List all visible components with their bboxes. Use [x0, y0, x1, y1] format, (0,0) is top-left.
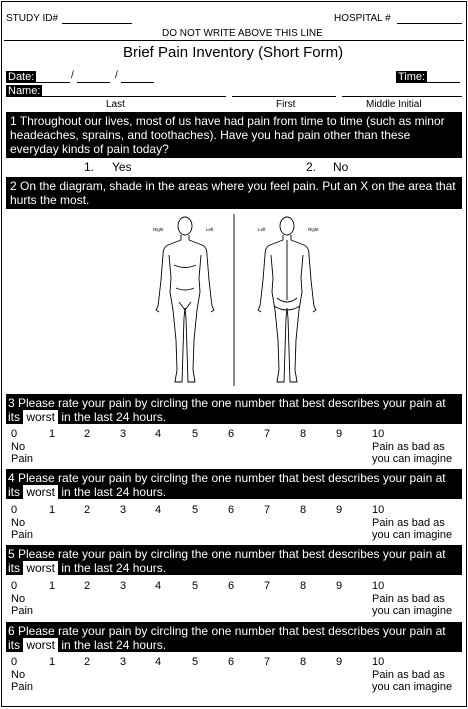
scale-number-9[interactable]: 9: [336, 656, 343, 668]
anchor-line: Pain as bad as: [372, 593, 445, 605]
back-left-label: Left: [258, 227, 266, 232]
anchor-line: Pain: [11, 681, 34, 693]
date-sep: /: [115, 70, 118, 81]
question-1-text: 1 Throughout our lives, most of us have had pain from time to time (such as minor headeaches, sprains, and toothaches). Have you had pain other than these everyday kinds of pain today?: [6, 112, 462, 158]
name-label: Name:: [8, 85, 41, 97]
question-text: 5 Please rate your pain by circling the one number that best describes your pain at its: [8, 547, 446, 575]
scale-number-5[interactable]: 5: [192, 656, 199, 668]
scale-number-2[interactable]: 2: [84, 580, 91, 592]
scale-number-9[interactable]: 9: [336, 504, 343, 516]
question-text: 6 Please rate your pain by circling the one number that best describes your pain at its: [8, 624, 446, 652]
scale-number-3[interactable]: 3: [120, 656, 127, 668]
scale-high-anchor: [372, 441, 452, 465]
scale-number-7[interactable]: 7: [264, 580, 271, 592]
scale-number-5[interactable]: 5: [192, 428, 199, 440]
scale-number-10[interactable]: 10: [372, 504, 385, 516]
first-name-field[interactable]: [232, 96, 336, 97]
date-day-field[interactable]: [77, 82, 110, 83]
pain-scale-6: [2, 656, 468, 696]
scale-high-anchor: [372, 593, 452, 617]
middle-initial-caption: Middle Initial: [366, 99, 422, 110]
scale-number-7[interactable]: 7: [264, 428, 271, 440]
scale-number-5[interactable]: 5: [192, 504, 199, 516]
highlight-word: worst: [23, 410, 58, 424]
scale-number-8[interactable]: 8: [300, 656, 307, 668]
option-number: 1.: [84, 160, 95, 174]
hospital-label: HOSPITAL #: [334, 13, 391, 24]
question-text: 3 Please rate your pain by circling the one number that best describes your pain at its: [8, 396, 446, 424]
anchor-line: No: [11, 669, 26, 681]
brief-pain-inventory-form: [1, 1, 467, 707]
scale-number-6[interactable]: 6: [228, 504, 235, 516]
question-text: in the last 24 hours.: [61, 561, 167, 575]
scale-number-6[interactable]: 6: [228, 580, 235, 592]
study-id-field[interactable]: [62, 23, 132, 24]
scale-number-6[interactable]: 6: [228, 656, 235, 668]
scale-number-2[interactable]: 2: [84, 428, 91, 440]
scale-number-1[interactable]: 1: [49, 428, 56, 440]
scale-number-4[interactable]: 4: [155, 656, 162, 668]
anchor-line: Pain as bad as: [372, 517, 445, 529]
scale-number-0[interactable]: 0: [11, 580, 18, 592]
option-number: 2.: [306, 160, 317, 174]
scale-number-2[interactable]: 2: [84, 504, 91, 516]
hospital-field[interactable]: [397, 23, 462, 24]
date-label: Date:: [8, 71, 35, 83]
anchor-line: No: [11, 441, 26, 453]
scale-number-3[interactable]: 3: [120, 428, 127, 440]
date-sep: /: [71, 70, 74, 81]
scale-number-4[interactable]: 4: [155, 504, 162, 516]
scale-number-7[interactable]: 7: [264, 656, 271, 668]
scale-number-1[interactable]: 1: [49, 580, 56, 592]
study-id-label: STUDY ID#: [6, 13, 59, 24]
scale-number-4[interactable]: 4: [155, 580, 162, 592]
scale-number-2[interactable]: 2: [84, 656, 91, 668]
rating-question-6: [6, 622, 462, 652]
anchor-line: you can imagine: [372, 681, 453, 693]
scale-number-10[interactable]: 10: [372, 428, 385, 440]
scale-number-6[interactable]: 6: [228, 428, 235, 440]
first-caption: First: [276, 99, 296, 110]
scale-number-3[interactable]: 3: [120, 504, 127, 516]
front-left-label: Left: [206, 227, 214, 232]
scale-number-9[interactable]: 9: [336, 580, 343, 592]
anchor-line: No: [11, 593, 26, 605]
option-no[interactable]: No: [333, 160, 349, 174]
scale-number-8[interactable]: 8: [300, 580, 307, 592]
highlight-word: worst: [23, 561, 58, 575]
anchor-line: Pain: [11, 605, 34, 617]
page-title: Brief Pain Inventory (Short Form): [123, 44, 344, 61]
pain-scale-3: [2, 428, 468, 468]
scale-number-4[interactable]: 4: [155, 428, 162, 440]
date-month-field[interactable]: [36, 82, 70, 83]
question-text: in the last 24 hours.: [61, 638, 167, 652]
anchor-line: Pain: [11, 529, 34, 541]
scale-number-1[interactable]: 1: [49, 504, 56, 516]
back-right-label: Right: [308, 227, 319, 232]
time-field[interactable]: [426, 82, 460, 83]
front-body-figure: [156, 217, 214, 382]
last-caption: Last: [106, 99, 125, 110]
divider: [4, 40, 464, 41]
scale-high-anchor: [372, 669, 452, 693]
scale-low-anchor: [11, 517, 33, 541]
scale-number-0[interactable]: 0: [11, 504, 18, 516]
scale-high-anchor: [372, 517, 452, 541]
highlight-word: worst: [23, 485, 58, 499]
pain-scale-5: [2, 580, 468, 620]
question-2-text: 2 On the diagram, shade in the areas where you feel pain. Put an X on the area that hurts the most.: [6, 177, 462, 209]
scale-number-0[interactable]: 0: [11, 428, 18, 440]
scale-number-5[interactable]: 5: [192, 580, 199, 592]
scale-number-7[interactable]: 7: [264, 504, 271, 516]
back-body-figure: [258, 217, 316, 382]
rating-question-4: [6, 469, 462, 499]
notice-text: DO NOT WRITE ABOVE THIS LINE: [162, 28, 323, 39]
scale-number-8[interactable]: 8: [300, 428, 307, 440]
question-text: 4 Please rate your pain by circling the one number that best describes your pain at its: [8, 471, 446, 499]
scale-low-anchor: [11, 669, 33, 693]
question-text: in the last 24 hours.: [61, 485, 167, 499]
option-yes[interactable]: Yes: [112, 160, 132, 174]
anchor-line: you can imagine: [372, 529, 453, 541]
scale-number-3[interactable]: 3: [120, 580, 127, 592]
scale-number-9[interactable]: 9: [336, 428, 343, 440]
date-year-field[interactable]: [121, 82, 154, 83]
scale-number-8[interactable]: 8: [300, 504, 307, 516]
anchor-line: No: [11, 517, 26, 529]
anchor-line: Pain as bad as: [372, 441, 445, 453]
rating-question-3: [6, 394, 462, 424]
middle-initial-field[interactable]: [342, 96, 462, 97]
rating-question-5: [6, 545, 462, 575]
scale-number-10[interactable]: 10: [372, 580, 385, 592]
front-right-label: Right: [153, 227, 164, 232]
scale-number-0[interactable]: 0: [11, 656, 18, 668]
time-label: Time:: [398, 71, 426, 83]
anchor-line: you can imagine: [372, 605, 453, 617]
anchor-line: Pain as bad as: [372, 669, 445, 681]
highlight-word: worst: [23, 638, 58, 652]
question-text: in the last 24 hours.: [61, 410, 167, 424]
anchor-line: Pain: [11, 453, 34, 465]
pain-scale-4: [2, 504, 468, 544]
scale-number-10[interactable]: 10: [372, 656, 385, 668]
body-diagram[interactable]: [142, 210, 332, 392]
last-name-field[interactable]: [40, 96, 226, 97]
anchor-line: you can imagine: [372, 453, 453, 465]
scale-low-anchor: [11, 593, 33, 617]
scale-low-anchor: [11, 441, 33, 465]
scale-number-1[interactable]: 1: [49, 656, 56, 668]
